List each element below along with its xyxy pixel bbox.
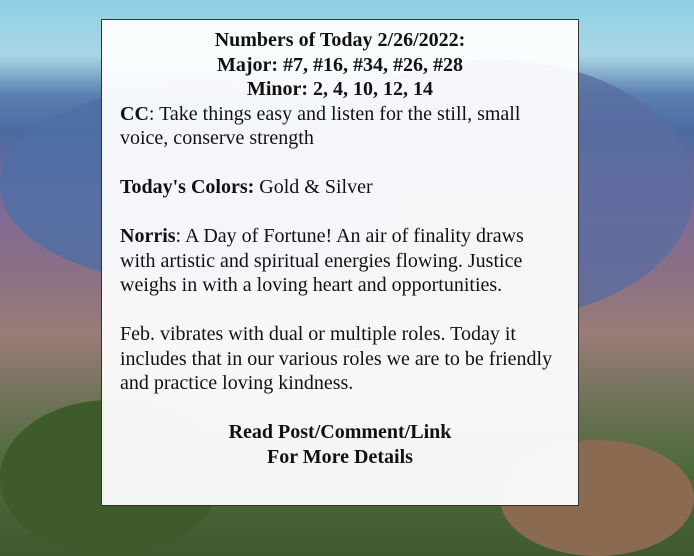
colors-paragraph bbox=[120, 175, 560, 200]
daily-numbers-card bbox=[101, 19, 579, 506]
title: Numbers of Today 2/26/2022: bbox=[214, 29, 466, 51]
colors-label: Today's Colors: bbox=[120, 176, 255, 198]
footer-line-2: For More Details bbox=[267, 445, 413, 468]
norris-paragraph bbox=[120, 224, 560, 298]
major-numbers: Major: #7, #16, #34, #26, #28 bbox=[216, 53, 464, 76]
colors-text: Gold & Silver bbox=[254, 176, 373, 198]
minor-numbers: Minor: 2, 4, 10, 12, 14 bbox=[246, 78, 434, 100]
feb-paragraph: Feb. vibrates with dual or multiple roles. Today it includes that in our various roles we are to be friendly and practice loving kindness. bbox=[120, 323, 553, 394]
cc-paragraph bbox=[120, 102, 560, 151]
cc-label: CC bbox=[120, 102, 149, 125]
footer-line-1: Read Post/Comment/Link bbox=[228, 421, 452, 443]
cc-text: : Take things easy and listen for the still, small voice, conserve strength bbox=[120, 102, 521, 149]
norris-label: Norris bbox=[120, 225, 176, 247]
norris-text: : A Day of Fortune! An air of finality draws with artistic and spiritual energies flowing. Justice weighs in with a loving heart and opportunities. bbox=[120, 225, 524, 296]
